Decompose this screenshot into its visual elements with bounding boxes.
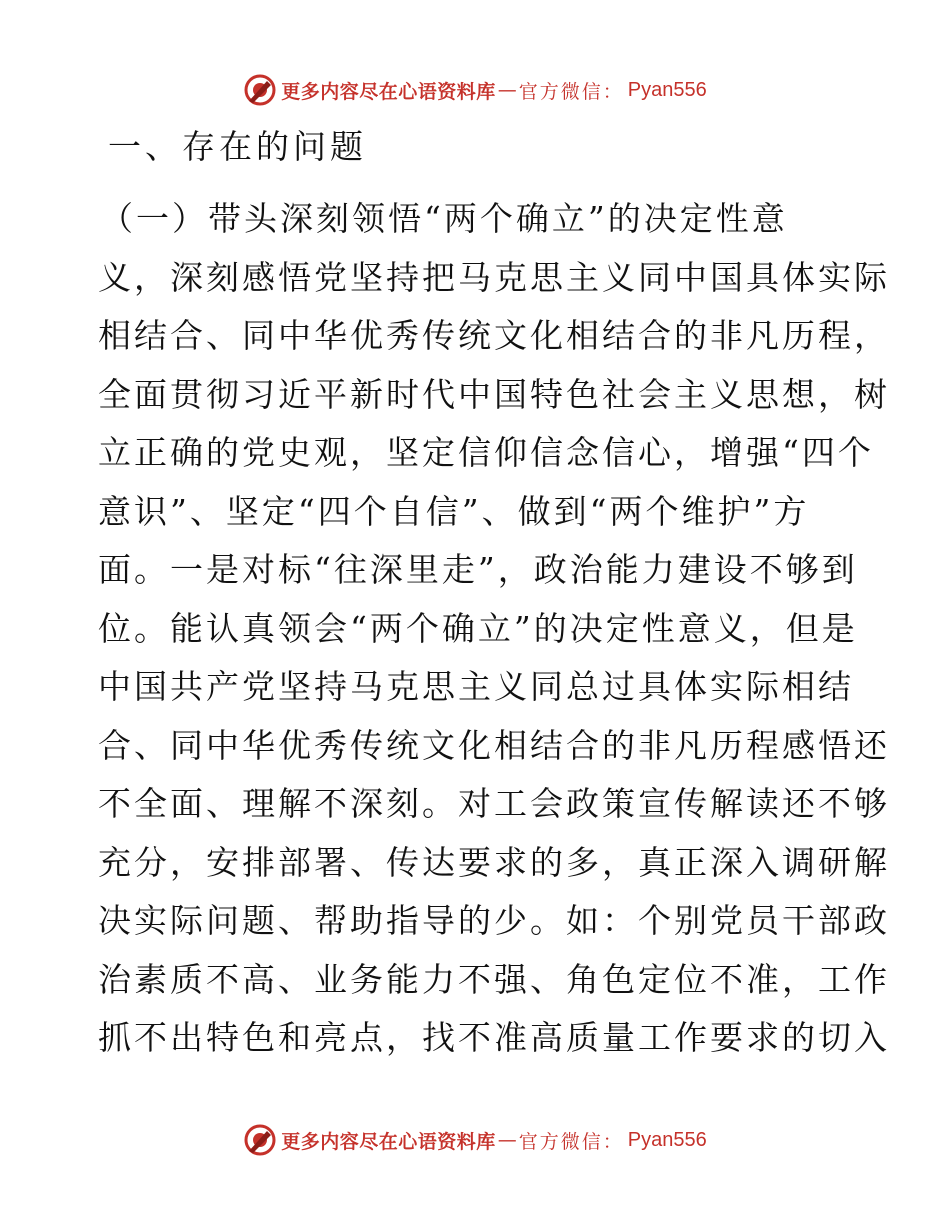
body-line: （一）带头深刻领悟“两个确立”的决定性意	[100, 199, 788, 238]
header-wechat-label: 官方微信：	[518, 80, 624, 103]
body-line: 合、同中华优秀传统文化相结合的非凡历程感悟还	[98, 725, 890, 765]
body-line: 位。能认真领会“两个确立”的决定性意义，但是	[98, 608, 858, 648]
footer-promo-text: 更多内容尽在心语资料库	[281, 1130, 496, 1153]
footer-wechat-id: Pyan556	[627, 1128, 707, 1151]
body-line: 相结合、同中华优秀传统文化相结合的非凡历程，	[98, 316, 890, 355]
header-promo-text: 更多内容尽在心语资料库	[281, 80, 496, 103]
body-line: 决实际问题、帮助指导的少。如：个别党员干部政	[98, 901, 890, 940]
footer-wechat-label: 官方微信：	[518, 1130, 624, 1153]
brand-logo-icon	[243, 73, 277, 107]
document-body	[98, 190, 890, 1068]
header-wechat-id: Pyan556	[627, 78, 707, 101]
body-line: 治素质不高、业务能力不强、角色定位不准，工作	[98, 959, 890, 999]
body-line: 意识”、坚定“四个自信”、做到“两个维护”方	[98, 491, 810, 531]
header-watermark-banner	[0, 70, 950, 110]
section-heading: 一、存在的问题	[108, 127, 367, 166]
body-line: 中国共产党坚持马克思主义同总过具体实际相结	[98, 667, 854, 706]
body-line: 立正确的党史观，坚定信仰信念信心，增强“四个	[98, 433, 874, 472]
body-line: 义，深刻感悟党坚持把马克思主义同中国具体实际	[98, 257, 890, 297]
body-line: 充分，安排部署、传达要求的多，真正深入调研解	[98, 842, 890, 882]
body-line: 不全面、理解不深刻。对工会政策宣传解读还不够	[98, 784, 890, 823]
footer-dash: —	[497, 1129, 517, 1151]
body-line: 全面贯彻习近平新时代中国特色社会主义思想，树	[98, 374, 890, 414]
brand-logo-icon	[243, 1123, 277, 1157]
footer-watermark-banner	[0, 1120, 950, 1160]
body-line: 抓不出特色和亮点，找不准高质量工作要求的切入	[98, 1018, 890, 1057]
body-line: 面。一是对标“往深里走”，政治能力建设不够到	[98, 550, 858, 589]
header-dash: —	[497, 79, 517, 101]
